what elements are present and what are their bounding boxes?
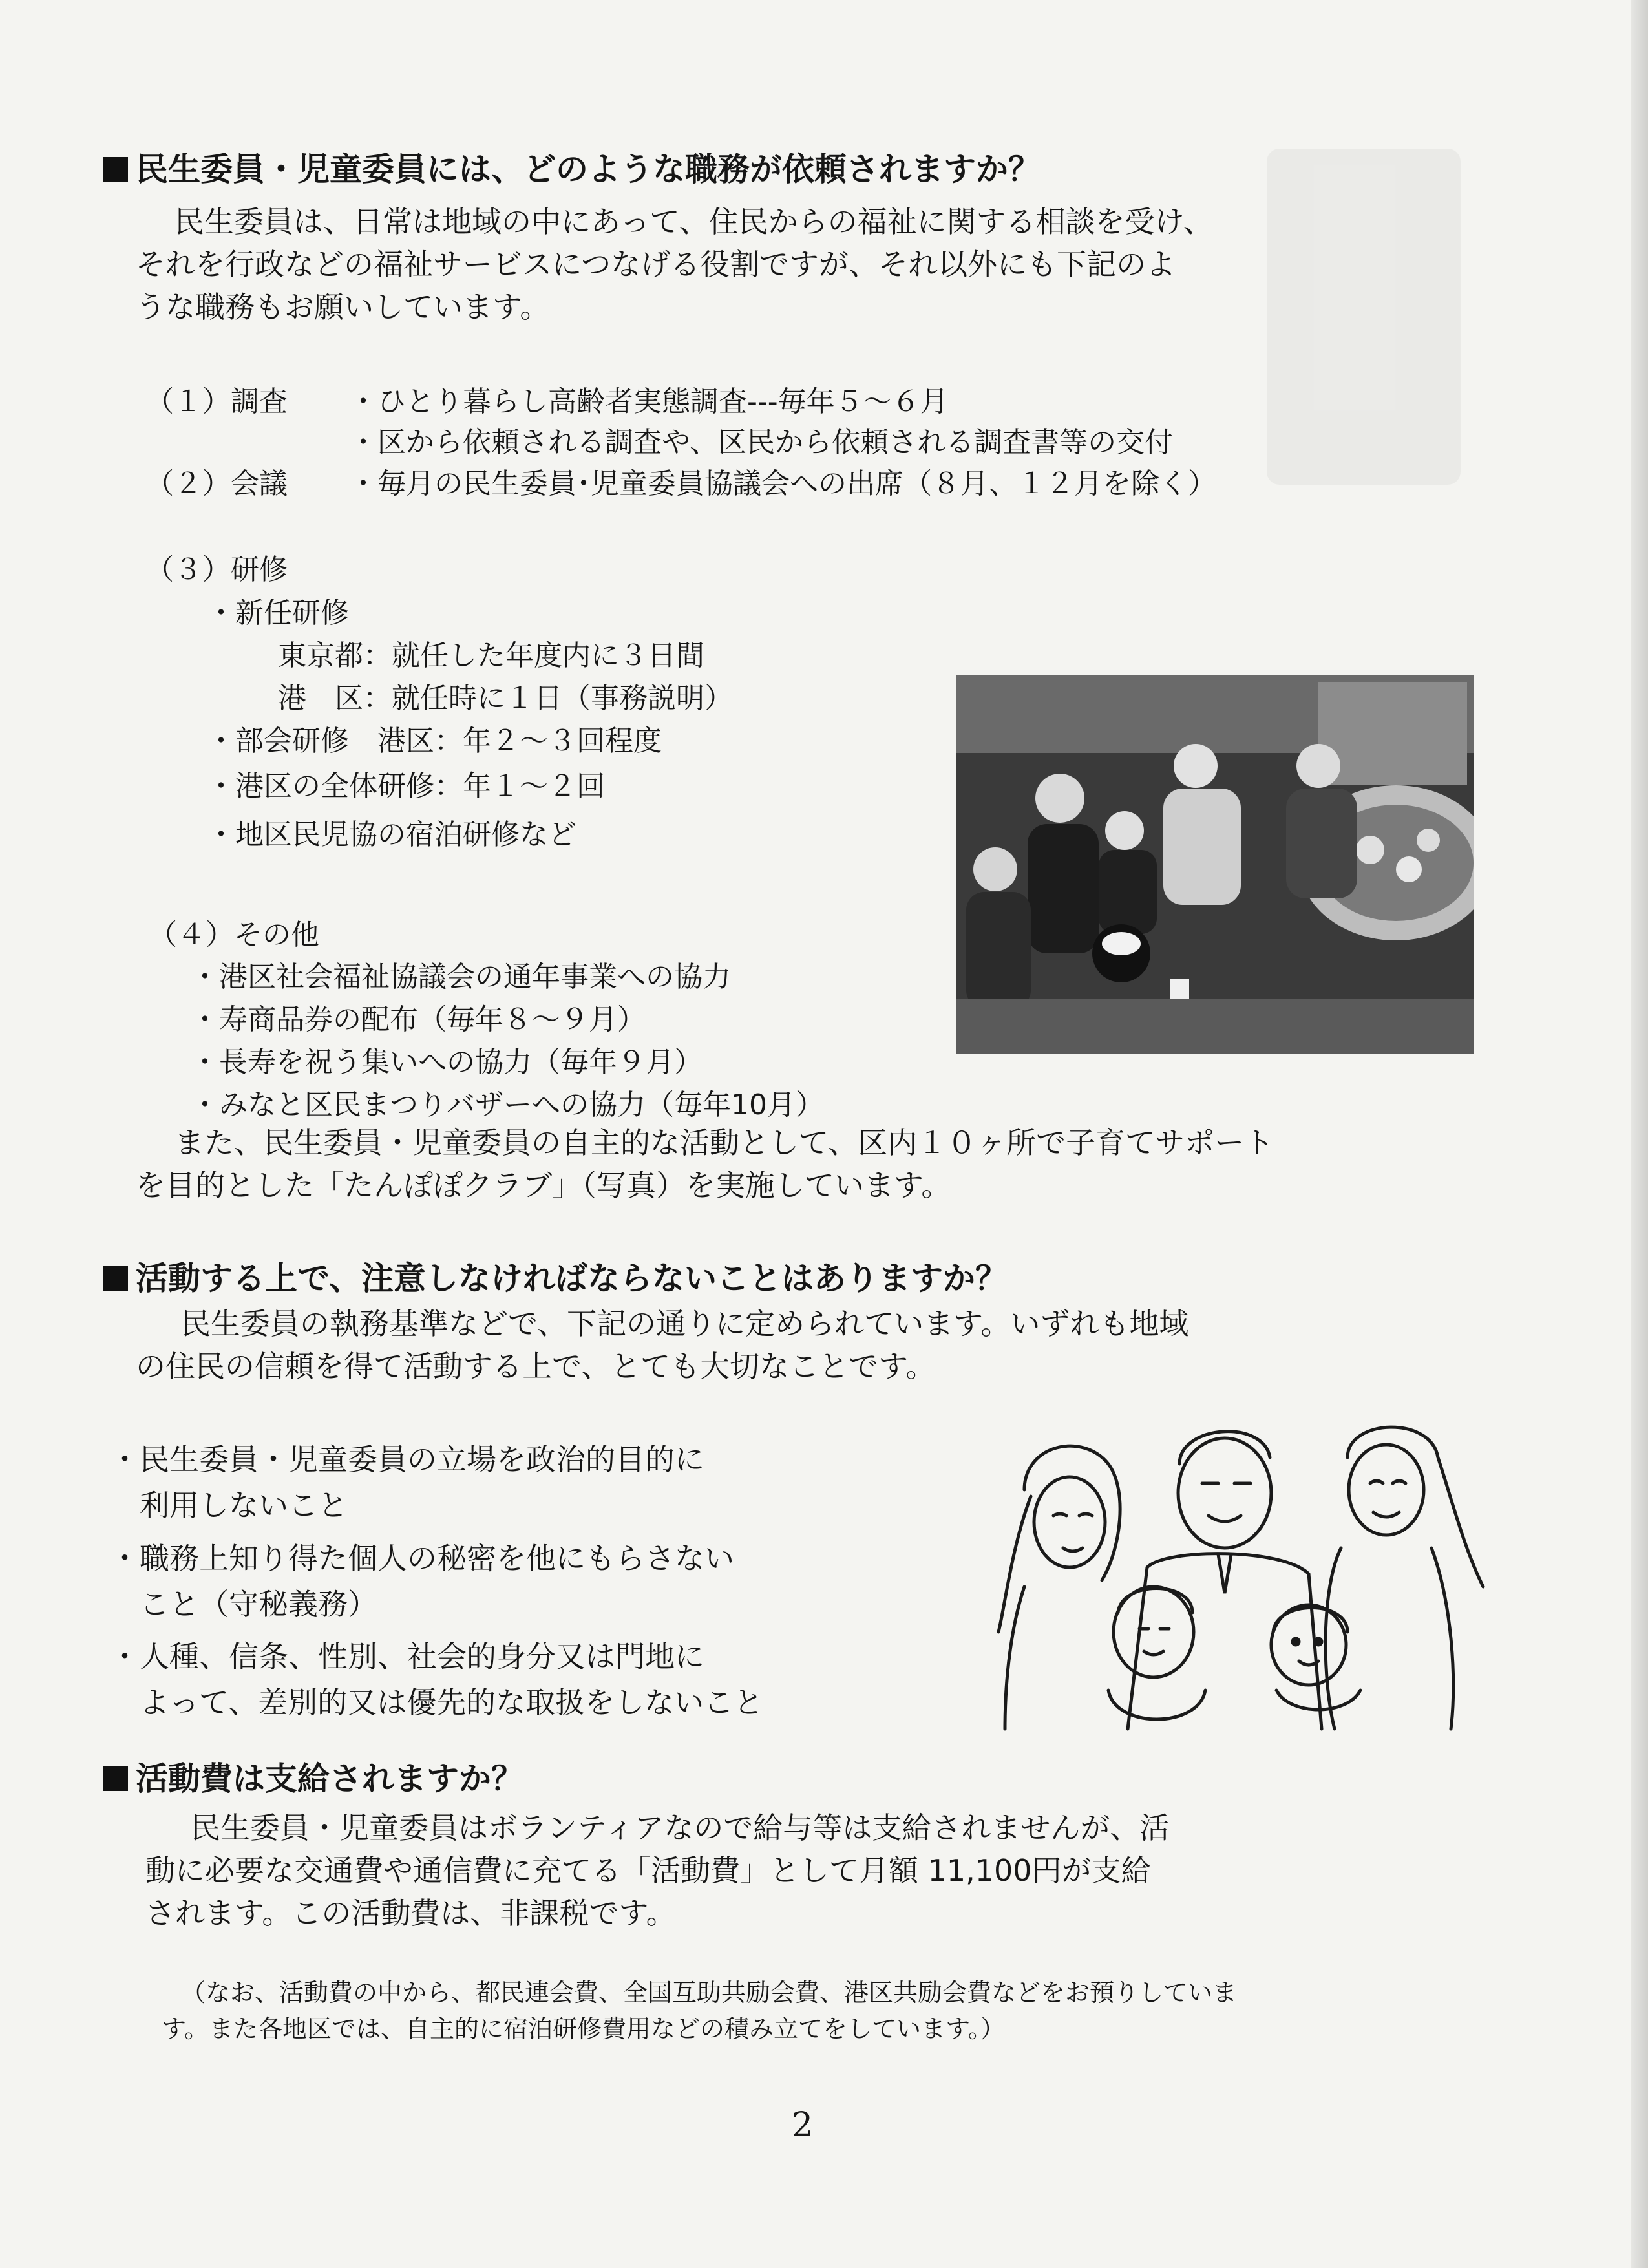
page-edge xyxy=(1631,0,1648,2268)
survey-item: ・ひとり暮らし高齢者実態調査---毎年５～６月 xyxy=(349,385,949,418)
expenses-body-line: 民生委員・児童委員はボランティアなので給与等は支給されませんが、活 xyxy=(191,1810,1170,1845)
cautions-intro-line: 民生委員の執務基準などで、下記の通りに定められています。いずれも地域 xyxy=(181,1306,1189,1341)
duties-intro xyxy=(136,200,1493,328)
caution-item: ・職務上知り得た個人の秘密を他にもらさない xyxy=(110,1541,734,1576)
caution-item: ・民生委員・児童委員の立場を政治的目的に xyxy=(110,1442,704,1477)
survey-label: （１）調査 xyxy=(145,385,288,418)
other-label: （４）その他 xyxy=(149,918,319,951)
square-bullet-icon xyxy=(103,1266,128,1291)
photo-illustration xyxy=(956,675,1474,1054)
cautions-intro xyxy=(136,1302,1493,1388)
expenses-body xyxy=(145,1807,1503,1934)
square-bullet-icon xyxy=(103,1766,128,1791)
caution-item: こと（守秘義務） xyxy=(110,1587,377,1622)
training-minato: 港 区：就任時に１日（事務説明） xyxy=(278,682,733,715)
family-illustration xyxy=(986,1419,1490,1735)
expenses-heading: 活動費は支給されますか？ xyxy=(103,1753,523,1799)
duties-intro-line: それを行政などの福祉サービスにつなげる役割ですが、それ以外にも下記のよ xyxy=(136,247,1176,282)
training-item: ・港区の全体研修：年１～２回 xyxy=(207,770,605,803)
cautions-heading: 活動する上で、注意しなければならないことはありますか？ xyxy=(103,1253,1008,1299)
expenses-note-line: す。また各地区では、自主的に宿泊研修費用などの積み立てをしています。） xyxy=(162,2015,1005,2043)
page-number: 2 xyxy=(792,2106,814,2145)
survey-item: ・区から依頼される調査や、区民から依頼される調査書等の交付 xyxy=(349,426,1174,459)
cautions-intro-line: の住民の信頼を得て活動する上で、とても大切なことです。 xyxy=(136,1349,936,1384)
training-item: ・部会研修 港区：年２～３回程度 xyxy=(207,725,662,758)
training-label: （３）研修 xyxy=(145,553,288,586)
meeting-label: （２）会議 xyxy=(145,467,288,500)
expenses-body-line: 動に必要な交通費や通信費に充てる「活動費」として月額 11,100円が支給 xyxy=(145,1853,1151,1888)
caution-item: ・人種、信条、性別、社会的身分又は門地に xyxy=(110,1639,704,1674)
duties-heading: 民生委員・児童委員には、どのような職務が依頼されますか？ xyxy=(103,143,1041,190)
training-tokyo: 東京都：就任した年度内に３日間 xyxy=(278,639,704,672)
duties-intro-line: 民生委員は、日常は地域の中にあって、住民からの福祉に関する相談を受け、 xyxy=(174,204,1213,239)
meeting-item: ・毎月の民生委員･児童委員協議会への出席（８月、１２月を除く） xyxy=(349,467,1216,500)
other-item: ・みなと区民まつりバザーへの協力（毎年10月） xyxy=(191,1088,824,1121)
square-bullet-icon xyxy=(103,157,128,182)
tanpopo-club-photo xyxy=(956,675,1474,1054)
duties-closing-line: を目的とした「たんぽぽクラブ」（写真）を実施しています。 xyxy=(136,1168,951,1203)
other-item: ・寿商品券の配布（毎年８～９月） xyxy=(191,1003,646,1036)
training-new: ・新任研修 xyxy=(207,597,349,630)
other-item: ・長寿を祝う集いへの協力（毎年９月） xyxy=(191,1046,703,1079)
duties-closing xyxy=(136,1121,1493,1207)
other-item: ・港区社会福祉協議会の通年事業への協力 xyxy=(191,960,731,993)
caution-item: よって、差別的又は優先的な取扱をしないこと xyxy=(110,1685,764,1720)
caution-item: 利用しないこと xyxy=(110,1488,348,1523)
duties-closing-line: また、民生委員・児童委員の自主的な活動として、区内１０ヶ所で子育てサポート xyxy=(174,1125,1274,1160)
training-item: ・地区民児協の宿泊研修など xyxy=(207,818,576,851)
family-drawing xyxy=(986,1419,1490,1735)
expenses-note-line: （なお、活動費の中から、都民連会費、全国互助共励会費、港区共励会費などをお預りしていま xyxy=(181,1978,1238,2007)
duties-intro-line: うな職務もお願いしています。 xyxy=(136,290,550,324)
expenses-note xyxy=(162,1975,1499,2047)
expenses-body-line: されます。この活動費は、非課税です。 xyxy=(145,1896,676,1931)
